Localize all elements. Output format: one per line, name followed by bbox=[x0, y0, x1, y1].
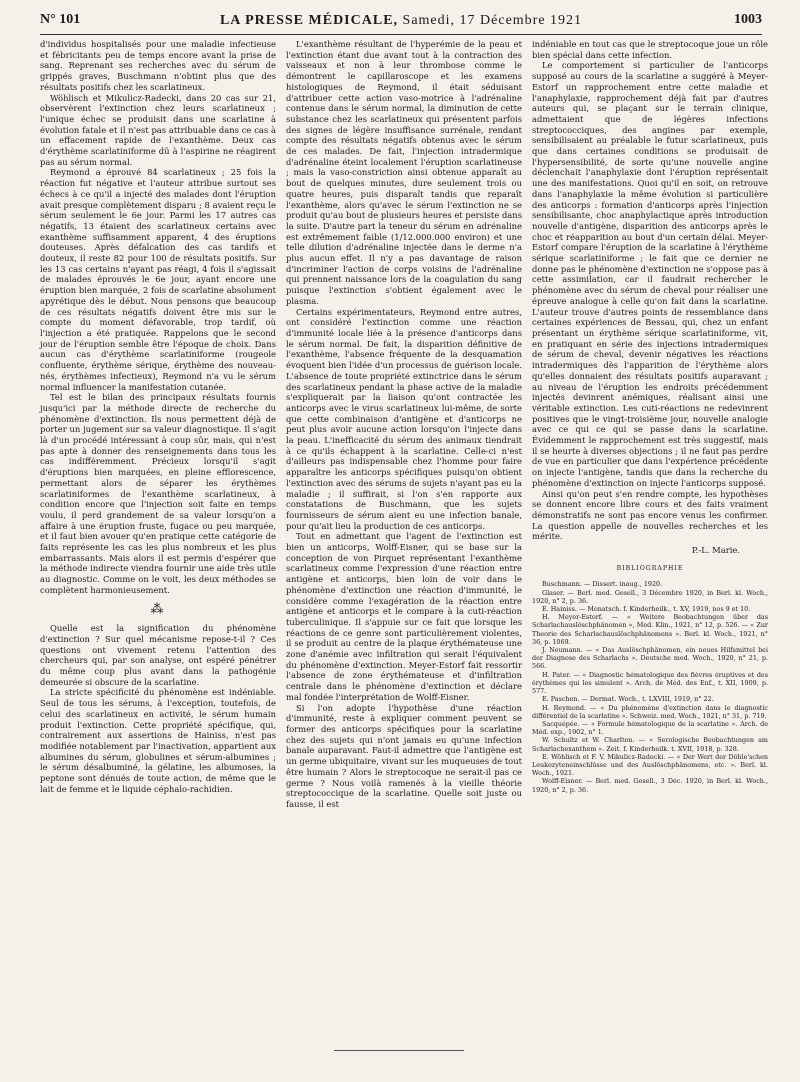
paragraph: indéniable en tout cas que le streptocoque joue un rôle bien spécial dans cette infection. bbox=[532, 39, 768, 60]
journal-title: LA PRESSE MÉDICALE, bbox=[219, 13, 399, 28]
bibliography-entry: J. Neumann. — « Das Auslöschphänomen, ein neues Hilfsmittel bei der Diagnose des Scharlachs ». Deutsche med. Woch., 1920, n° 21, p. 566. bbox=[532, 646, 768, 671]
bibliography-entry: Buschmann. — Dissert. inaug., 1920. bbox=[542, 580, 663, 589]
bibliography-entry: E. Wöhlisch et F. V. Mikulicz-Radecki. — « Der Wert der Döhle'schen Leukozyteneinschlüsse und des Auslöschphänomens, etc. ». Berl. kl. Woch., 1921. bbox=[532, 752, 768, 778]
paragraph: Quelle est la signification du phénomène d'extinction ? Sur quel mécanisme repose-t-il ? Ces questions ont vivement retenu l'attention des chercheurs qui, par son analyse, ont espéré pénétrer du même coup plus avant dans la pathogénie demeurée si obscure de la scarlatine. bbox=[40, 623, 276, 687]
article-column-1 bbox=[40, 39, 276, 795]
paragraph: d'individus hospitalisés pour une maladie infectieuse et fébricitants peu de temps encore avant la prise de sang. Reprenant ses recherches avec du sérum de grippés graves, Buschmann n'obtint plus que des résultats positifs chez les scarlatineux. bbox=[40, 39, 276, 92]
header-rule bbox=[40, 34, 762, 35]
paragraph: Reymond a éprouvé 84 scarlatineux ; 25 fois la réaction fut négative et l'auteur attribue surtout ses échecs à ce qu'il a injecté des malades dont l'éruption avait presque complètement disparu ; 8 avaient reçu le sérum seulement le 6e jour. Parmi les 17 autres cas négatifs, 13 étaient des scarlatineux certains avec exanthème suffisamment apparent, 4 des éruptions douteuses. Après défalcation des cas tardifs et douteux, il reste 82 pour 100 de résultats positifs. Sur les 13 cas certains n'ayant pas réagi, 4 fois il s'agissait de malades éprouvés le 6e jour, ayant encore une éruption bien marquée, 2 fois de scarlatine absolument apyrétique dès le début. Nous pensons que beaucoup de ces résultats négatifs doivent être mis sur le compte du moment défavorable, trop tardif, où l'injection a été pratiquée. Rappelons que le second jour de l'éruption semble être l'époque de choix. Dans aucun cas d'érythème scarlatiniforme (rougeole confluente, érythème sérique, érythème des nouveau-nés, érythèmes infectieux), Reymond n'a vu le sérum normal influencer la manifestation cutanée. bbox=[40, 167, 276, 392]
paragraph: L'exanthème résultant de l'hyperémie de la peau et l'extinction étant due avant tout à la contraction des vaisseaux et non à leur thrombose comme le démontrent le capillaroscope et les examens histologiques de Reymond, il était séduisant d'attribuer cette action vaso-motrice à l'adrénaline contenue dans le sérum normal, la diminution de cette substance chez les scarlatineux qui présentent parfois des signes de légère insuffisance surrénale, rendant compte des résultats négatifs obtenus avec le sérum de ces malades. De fait, l'injection intradermique d'adrénaline éteint localement l'éruption scarlatineuse ; mais la vaso-constriction ainsi obtenue apparaît au bout de quelques minutes, dure seulement trois ou quatre heures, puis disparaît tandis que reparaît l'exanthème, alors qu'avec le sérum l'extinction ne se produit qu'au bout de plusieurs heures et persiste dans la suite. D'autre part la teneur du sérum en adrénaline est extrêmement faible (1/12.000.000 environ) et une telle dilution d'adrénaline injectée dans le derme n'a plus aucun effet. Il n'y a pas davantage de raison d'incriminer l'action de corps voisins de l'adrénaline qui prennent naissance lors de la coagulation du sang puisque l'extinction s'obtient également avec le plasma. bbox=[286, 39, 522, 306]
bibliography-entry: E. Paschen. — Dermat. Woch., t. LXVIII, 1919, n° 22. bbox=[542, 695, 714, 704]
paragraph: Tout en admettant que l'agent de l'extinction est bien un anticorps, Wolff-Eisner, qui se base sur la conception de von Pirquet représentant l'exanthème scarlatineux comme l'expression d'une réaction entre antigène et anticorps, bien loin de voir dans le phénomène d'extinction une réaction d'immunité, le considère comme l'exagération de la réaction entre antigène et anticorps et le compare à la cuti-réaction tuberculinique. Il s'appuie sur ce fait que lorsque les réactions de ce genre sont particulièrement violentes, il se produit au centre de la plaque érythémateuse une zone d'anémie avec infiltration qui serait l'équivalent du phénomène d'extinction. Meyer-Estorf fait ressortir l'absence de zone érythémateuse et d'infiltration centrale dans le phénomène d'extinction et déclare mal fondée l'interprétation de Wolff-Eisner. bbox=[286, 531, 522, 702]
bibliography-entry: H. Pater. — « Diagnostic hématologique des fièvres éruptives et des érythèmes qui les simulent ». Arch. de Méd. des Enf., t. XII, 1909, p. 577. bbox=[532, 670, 768, 696]
bibliography-entry: H. Reymond. — « Du phénomène d'extinction dans le diagnostic différentiel de la scarlatine ». Schweiz. med. Woch., 1921, n° 31, p. 719. bbox=[532, 703, 768, 720]
bibliography-entry: Sacquépée. — « Formule hématologique de la scarlatine ». Arch. de Méd. exp., 1902, n° 1. bbox=[532, 719, 768, 737]
paragraph: Si l'on adopte l'hypothèse d'une réaction d'immunité, reste à expliquer comment peuvent se former des anticorps spécifiques pour la scarlatine chez des sujets qui n'ont jamais eu qu'une infection banale auparavant. Faut-il admettre que l'antigène est un germe ubiquitaire, vivant sur les muqueuses de tout être humain ? Alors le streptocoque ne serait-il pas ce germe ? Nous voilà ramenés à la vieille théorie streptococcique de la scarlatine. Quelle soit juste ou fausse, il est bbox=[286, 702, 522, 809]
paragraph: Certains expérimentateurs, Reymond entre autres, ont considéré l'extinction comme une réaction d'immunité locale liée à la présence d'anticorps dans le sérum normal. De fait, la disparition définitive de l'exanthème, l'absence fréquente de la desquamation évoquent bien l'idée d'un processus de guérison locale. L'absence de toute propriété extinctrice dans le sérum des scarlatineux pendant la phase active de la maladie s'expliquerait par la liaison qu'ont contractée les anticorps avec le virus scarlatineux lui-même, de sorte que cette combinaison d'antigène et d'anticorps ne peut plus avoir aucune action lorsqu'on l'injecte dans la peau. L'inefficacité du sérum des animaux tiendrait à ce qu'ils échappent à la scarlatine. Celle-ci n'est d'ailleurs pas indispensable chez l'homme pour faire apparaître les anticorps spécifiques puisqu'on obtient l'extinction avec des sérums de sujets n'ayant pas eu la maladie ; il suffirait, si l'on s'en rapporte aux constatations de Buschmann, que les sujets fournisseurs de sérum aient eu une infection banale, pour qu'ait lieu la production de ces anticorps. bbox=[286, 306, 522, 531]
article-column-3 bbox=[532, 39, 768, 794]
paragraph: La stricte spécificité du phénomène est indéniable. Seul de tous les sérums, à l'exception, toutefois, de celui des scarlatineux en activité, le sérum humain produit l'extinction. Cette propriété spécifique, qui, contrairement aux assertions de Hainiss, n'est pas modifiée notablement par l'inactivation, appartient aux albumines du sérum, globulines et sérum-albumines ; le sérum désalbuminé, la gélatine, les albumoses, la peptone sont dénués de toute action, de même que le lait de femme et le liquide céphalo-rachidien. bbox=[40, 687, 276, 794]
bibliography-entry: H. Meyer-Estorf. — « Weitere Beobachtungen über das Scharlachauslöschphänomen », Med. Klin., 1921, n° 12, p. 526. — « Zur Theorie des Scharlachauslöschphänomens ». Berl. kl. Woch., 1921, n° 36, p. 1069. bbox=[532, 613, 768, 646]
paragraph: Le comportement si particulier de l'anticorps supposé au cours de la scarlatine a suggéré à Meyer-Estorf un rapprochement entre cette maladie et l'anaphylaxie, rapprochement déjà fait par d'autres auteurs qui, se plaçant sur le terrain clinique, admettaient que de légères infections streptococciques, des angines par exemple, sensibilisaient au préalable le futur scarlatineux, puis que dans certaines conditions se produisait de l'hypersensibilité, de sorte qu'une nouvelle angine déclenchait l'anaphylaxie dont l'éruption représentait une des manifestations. Quoi qu'il en soit, on retrouve dans l'anaphylaxie la même évolution si particulière des anticorps : formation d'anticorps après l'injection sensibilisante, choc anaphylactique après introduction nouvelle d'antigène, disparition des anticorps après le choc et réapparition au bout d'un certain délai. Meyer-Estorf compare l'éruption de la scarlatine à l'érythème sérique scarlatiniforme ; le fait que ce dernier ne donne pas le phénomène d'extinction ne s'oppose pas à cette assimilation, car il faudrait rechercher le phénomène avec du sérum de cheval pour réaliser une épreuve analogue à celle qu'on fait dans la scarlatine. L'auteur trouve d'autres points de ressemblance dans certaines expériences de Bessau, qui, chez un enfant présentant un érythème sérique scarlatiniforme, vit, en pratiquant en série des injections intradermiques de sérum de cheval, devenir négatives les réactions intradermiques dès l'apparition de l'érythème alors qu'elles donnaient des résultats positifs auparavant ; au niveau de l'éruption les endroits précédemment injectés devinrent anémiques, réalisant ainsi une véritable extinction. Les cuti-réactions ne redevinrent positives que le vingt-troisième jour, nouvelle analogie avec ce qui ce qui se passe dans la scarlatine. Évidemment le rapprochement est très suggestif, mais il se heurte à diverses objections ; il ne faut pas perdre de vue en particulier que dans l'expérience précédente on injecte l'antigène, tandis que dans la recherche du phénomène d'extinction on injecte l'anticorps supposé. bbox=[532, 60, 768, 488]
author-signature: P.-L. Marie. bbox=[691, 545, 740, 556]
issue-date: Samedi, 17 Décembre 1921 bbox=[402, 13, 583, 28]
bibliography-entry: E. Hainiss. — Monatsch. f. Kinderheilk., t. XV, 1919, nos 9 et 10. bbox=[542, 605, 751, 614]
article-column-2 bbox=[286, 39, 522, 810]
page-number: 1003 bbox=[734, 12, 762, 27]
bibliography-entry: W. Schultz et W. Charlton. — « Serologische Beobachtungen am Scharlachexanthem ». Zeit. f. Kinderheilk. t. XVII, 1918, p. 328. bbox=[532, 736, 768, 753]
end-rule bbox=[334, 1050, 464, 1051]
issue-number: N° 101 bbox=[40, 12, 81, 27]
section-separator: ⁂ bbox=[150, 601, 166, 617]
bibliography-entry: Glaser. — Berl. med. Gesell., 3 Décembre 1920, in Berl. kl. Woch., 1920, n° 2, p. 36. bbox=[532, 588, 768, 605]
paragraph: Wöhlisch et Mikulicz-Radecki, dans 20 cas sur 21, observèrent l'extinction chez leurs scarlatineux ; l'unique échec se produisit dans une scarlatine à évolution fatale et il n'est pas attribuable dans ce cas à un effacement rapide de l'exanthème. Deux cas d'érythème scarlatiniforme dû à l'aspirine ne réagirent pas au sérum normal. bbox=[40, 92, 276, 167]
paragraph: Tel est le bilan des principaux résultats fournis jusqu'ici par la méthode directe de recherche du phénomène d'extinction. Ils nous permettent déjà de porter un jugement sur sa valeur diagnostique. Il s'agit là d'un procédé intéressant à coup sûr, mais, qui n'est pas apte à donner des renseignements dans tous les cas indifféremment. Précieux lorsqu'il s'agit d'éruptions bien marquées, en pleine efflorescence, permettant alors de séparer les érythèmes scarlatiniformes de l'exanthème scarlatineux, à condition encore que l'injection soit faite en temps voulu, il perd grandement de sa valeur lorsqu'on a affaire à une éruption fruste, fugace ou peu marquée, et il faut bien avouer qu'en pratique cette catégorie de faits représente les cas les plus nombreux et les plus embarrassants. Mais alors il est permis d'espérer que la méthode indirecte viendra fournir une aide très utile au diagnostic. Comme on le voit, les deux méthodes se complètent harmonieusement. bbox=[40, 392, 276, 595]
paragraph: Ainsi qu'on peut s'en rendre compte, les hypothèses se donnent encore libre cours et des faits vraiment démonstratifs ne sont pas encore venus les confirmer. La question appelle de nouvelles recherches et les mérite. bbox=[532, 488, 768, 542]
bibliography-entry: Wolff-Eisner. — Berl. med. Gesell., 3 Déc. 1920, in Berl. kl. Woch., 1920, n° 2, p. 36. bbox=[532, 777, 768, 794]
page-header bbox=[40, 12, 762, 34]
journal-title-line bbox=[40, 13, 762, 29]
bibliography-heading: BIBLIOGRAPHIE bbox=[616, 564, 684, 572]
